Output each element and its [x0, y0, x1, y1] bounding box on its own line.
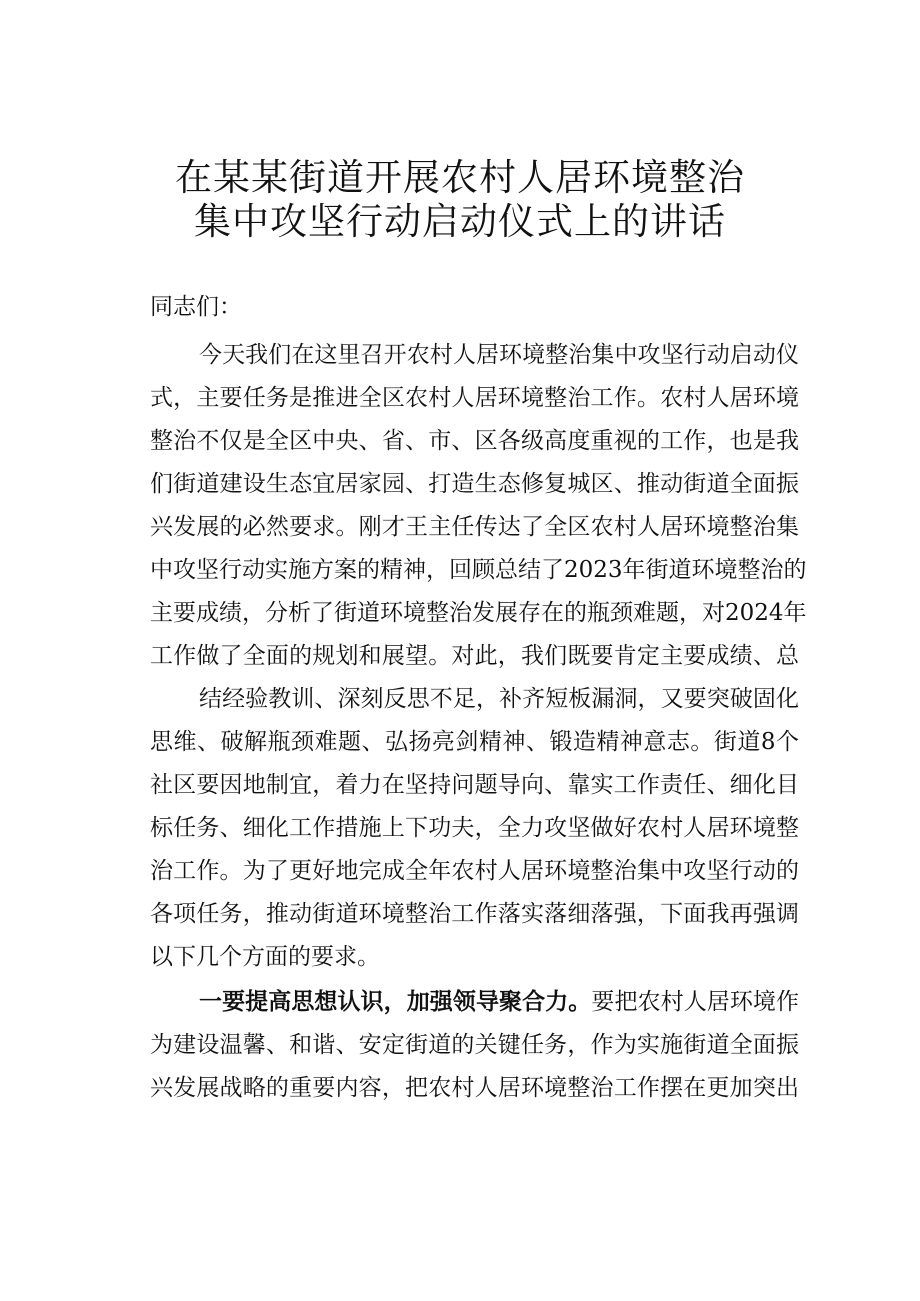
salutation: 同志们：	[150, 294, 242, 320]
document-title-line-1: 在某某街道开展农村人居环境整治	[175, 156, 745, 199]
paragraph-2-line: 以下几个方面的要求。	[150, 944, 380, 970]
paragraph-1-line: 们街道建设生态宜居家园、打造生态修复城区、推动街道全面振	[150, 471, 799, 497]
paragraph-2-line: 各项任务，推动街道环境整治工作落实落细落强，下面我再强调	[150, 901, 799, 927]
paragraph-2-line: 社区要因地制宜，着力在坚持问题导向、靠实工作责任、细化目	[150, 772, 799, 798]
paragraph-2-line: 结经验教训、深刻反思不足，补齐短板漏洞，又要突破固化	[199, 686, 799, 712]
paragraph-2-line: 治工作。为了更好地完成全年农村人居环境整治集中攻坚行动的	[150, 858, 799, 884]
document-title-line-2: 集中攻坚行动启动仪式上的讲话	[194, 200, 726, 243]
paragraph-2-line: 标任务、细化工作措施上下功夫，全力攻坚做好农村人居环境整	[150, 815, 799, 841]
paragraph-1-line: 工作做了全面的规划和展望。对此，我们既要肯定主要成绩、总	[150, 643, 799, 669]
paragraph-1-line: 今天我们在这里召开农村人居环境整治集中攻坚行动启动仪	[199, 342, 799, 368]
paragraph-1-line: 主要成绩，分析了街道环境整治发展存在的瓶颈难题，对2024年	[150, 600, 807, 626]
section-heading-one: 一要提高思想认识，加强领导聚合力。	[199, 988, 592, 1015]
paragraph-1-line: 中攻坚行动实施方案的精神，回顾总结了2023年街道环境整治的	[150, 557, 807, 583]
paragraph-3-line: 兴发展战略的重要内容，把农村人居环境整治工作摆在更加突出	[150, 1075, 799, 1101]
paragraph-2-line: 思维、破解瓶颈难题、弘扬亮剑精神、锻造精神意志。街道8个	[150, 729, 799, 755]
paragraph-1-line: 式，主要任务是推进全区农村人居环境整治工作。农村人居环境	[150, 385, 799, 411]
paragraph-1-line: 整治不仅是全区中央、省、市、区各级高度重视的工作，也是我	[150, 428, 799, 454]
paragraph-1-line: 兴发展的必然要求。刚才王主任传达了全区农村人居环境整治集	[150, 514, 799, 540]
paragraph-3-first-line	[199, 986, 799, 1018]
paragraph-3-line: 为建设温馨、和谐、安定街道的关键任务，作为实施街道全面振	[150, 1032, 799, 1058]
paragraph-3-text: 要把农村人居环境作	[591, 989, 800, 1015]
